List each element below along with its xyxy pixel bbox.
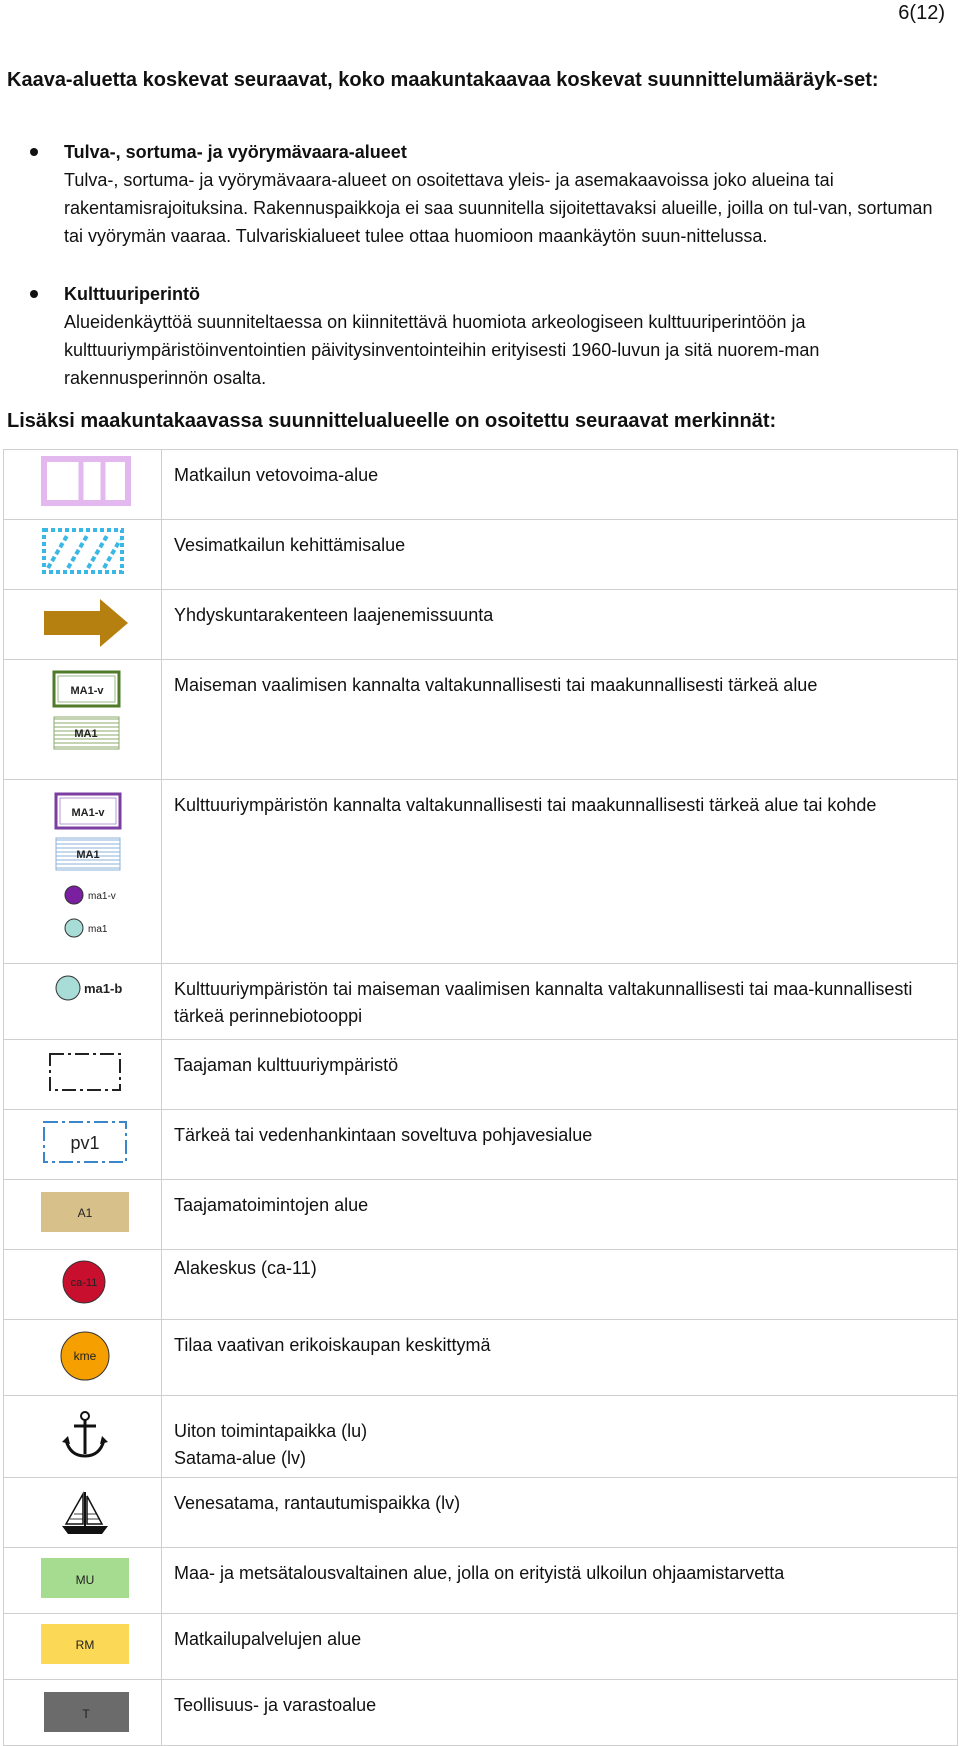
landscape-area-icon [4, 660, 161, 774]
bullet-text: Alueidenkäyttöä suunniteltaessa on kiinnitettävä huomiota arkeologiseen kulttuuriperintöön ja kulttuuriympäristöinventointien päivitysinventointeihin erityisesti 1960-luvun ja sitä nuorem-man rakennusperinnön osalta. [64, 312, 820, 388]
bullet-text: Tulva-, sortuma- ja vyörymävaara-alueet on osoitettava yleis- ja asemakaavoissa joko alueina tai rakentamisrajoituksina. Rakennuspaikkoja ei saa suunnitella sijoitettavaksi alueille, joilla on tul-van, sortuman tai vyörymän vaaraa. Tulvariskialueet tulee ottaa huomioon maankäytön suun-nittelussa. [64, 170, 933, 246]
legend-description: Tärkeä tai vedenhankintaan soveltuva pohjavesialue [162, 1110, 958, 1180]
legend-row [4, 520, 958, 590]
legend-description: Taajamatoimintojen alue [162, 1180, 958, 1250]
expansion-direction-arrow-icon [4, 590, 161, 654]
symbol-label: MA1 [74, 728, 98, 740]
symbol-label: ma1-b [84, 981, 123, 996]
legend-row [4, 780, 958, 964]
legend-symbol-cell [4, 1478, 162, 1548]
bullet-title: Kulttuuriperintö [64, 284, 200, 304]
groundwater-area-icon [4, 1110, 161, 1174]
legend-description-line: Uiton toimintapaikka (lu) [174, 1421, 368, 1441]
tourism-attraction-area-icon [4, 450, 161, 514]
legend-row [4, 1040, 958, 1110]
tourism-services-area-icon [4, 1614, 161, 1674]
water-tourism-area-icon [4, 520, 161, 584]
legend-symbol-cell [4, 1680, 162, 1746]
legend-description: Alakeskus (ca-11) [162, 1250, 958, 1320]
legend-description-line: Satama-alue (lv) [174, 1448, 307, 1468]
legend-table [3, 449, 958, 1746]
legend-row [4, 660, 958, 780]
symbol-label: RM [75, 1638, 95, 1652]
legend-description: Matkailupalvelujen alue [162, 1614, 958, 1680]
legend-symbol-cell [4, 1110, 162, 1180]
legend-row [4, 1180, 958, 1250]
legend-symbol-cell [4, 1180, 162, 1250]
symbol-label: A1 [77, 1206, 93, 1220]
legend-description: Tilaa vaativan erikoiskaupan keskittymä [162, 1320, 958, 1396]
legend-description: Yhdyskuntarakenteen laajenemissuunta [162, 590, 958, 660]
legend-description: Taajaman kulttuuriympäristö [162, 1040, 958, 1110]
legend-symbol-cell [4, 1548, 162, 1614]
sub-centre-icon [4, 1250, 161, 1314]
legend-row [4, 1680, 958, 1746]
legend-symbol-cell [4, 1320, 162, 1396]
legend-description: Venesatama, rantautumispaikka (lv) [162, 1478, 958, 1548]
anchor-icon [4, 1396, 161, 1472]
symbol-label: ma1-v [88, 891, 116, 902]
legend-description: Vesimatkailun kehittämisalue [162, 520, 958, 590]
legend-symbol-cell [4, 590, 162, 660]
legend-symbol-cell [4, 1614, 162, 1680]
legend-row [4, 450, 958, 520]
legend-row [4, 1110, 958, 1180]
legend-row [4, 1478, 958, 1548]
legend-symbol-cell [4, 780, 162, 964]
symbol-label: ca-11 [70, 1277, 98, 1289]
legend-row [4, 1396, 958, 1478]
legend-symbol-cell [4, 1040, 162, 1110]
legend-row [4, 1320, 958, 1396]
industrial-area-icon [4, 1680, 161, 1740]
legend-description: Maiseman vaalimisen kannalta valtakunnallisesti tai maakunnallisesti tärkeä alue [162, 660, 958, 780]
urban-functions-area-icon [4, 1180, 161, 1244]
legend-symbol-cell [4, 660, 162, 780]
urban-cultural-environment-icon [4, 1040, 161, 1104]
legend-symbol-cell [4, 450, 162, 520]
legend-row [4, 964, 958, 1040]
legend-description: Kulttuuriympäristön kannalta valtakunnallisesti tai maakunnallisesti tärkeä alue tai kohde [162, 780, 958, 964]
legend-description: Teollisuus- ja varastoalue [162, 1680, 958, 1746]
bullet-cultural-heritage [64, 280, 944, 392]
page-number: 6(12) [898, 2, 945, 24]
bullet-flood-risk [64, 138, 944, 250]
legend-row [4, 590, 958, 660]
cultural-environment-icon [4, 780, 161, 958]
bullet-dot [30, 290, 38, 298]
legend-description: Matkailun vetovoima-alue [162, 450, 958, 520]
legend-symbol-cell [4, 964, 162, 1040]
symbol-label: ma1 [88, 924, 108, 935]
bullet-title: Tulva-, sortuma- ja vyörymävaara-alueet [64, 142, 407, 162]
legend-row [4, 1614, 958, 1680]
symbol-label: MA1-v [70, 685, 104, 697]
symbol-label: kme [73, 1349, 97, 1363]
symbol-label: pv1 [70, 1133, 100, 1153]
legend-description [162, 1396, 958, 1478]
section-heading-regulations: Kaava-aluetta koskevat seuraavat, koko maakuntakaavaa koskevat suunnittelumääräyk-set: [7, 69, 879, 91]
symbol-label: T [82, 1707, 90, 1721]
bullet-dot [30, 148, 38, 156]
legend-row [4, 1548, 958, 1614]
agriculture-forestry-area-icon [4, 1548, 161, 1608]
symbol-label: MU [75, 1573, 95, 1587]
legend-symbol-cell [4, 520, 162, 590]
sailboat-icon [4, 1478, 161, 1542]
legend-description: Maa- ja metsätalousvaltainen alue, jolla on erityistä ulkoilun ohjaamistarvetta [162, 1548, 958, 1614]
symbol-label: MA1-v [71, 807, 105, 819]
legend-symbol-cell [4, 1250, 162, 1320]
legend-symbol-cell [4, 1396, 162, 1478]
legend-description: Kulttuuriympäristön tai maiseman vaalimisen kannalta valtakunnallisesti tai maa-kunnallisesti tärkeä perinnebiotooppi [162, 964, 958, 1040]
legend-row [4, 1250, 958, 1320]
symbol-label: MA1 [76, 849, 100, 861]
retail-concentration-icon [4, 1320, 161, 1390]
section-heading-markings: Lisäksi maakuntakaavassa suunnittelualueelle on osoitettu seuraavat merkinnät: [7, 410, 777, 432]
heritage-biotope-icon [4, 964, 161, 1034]
